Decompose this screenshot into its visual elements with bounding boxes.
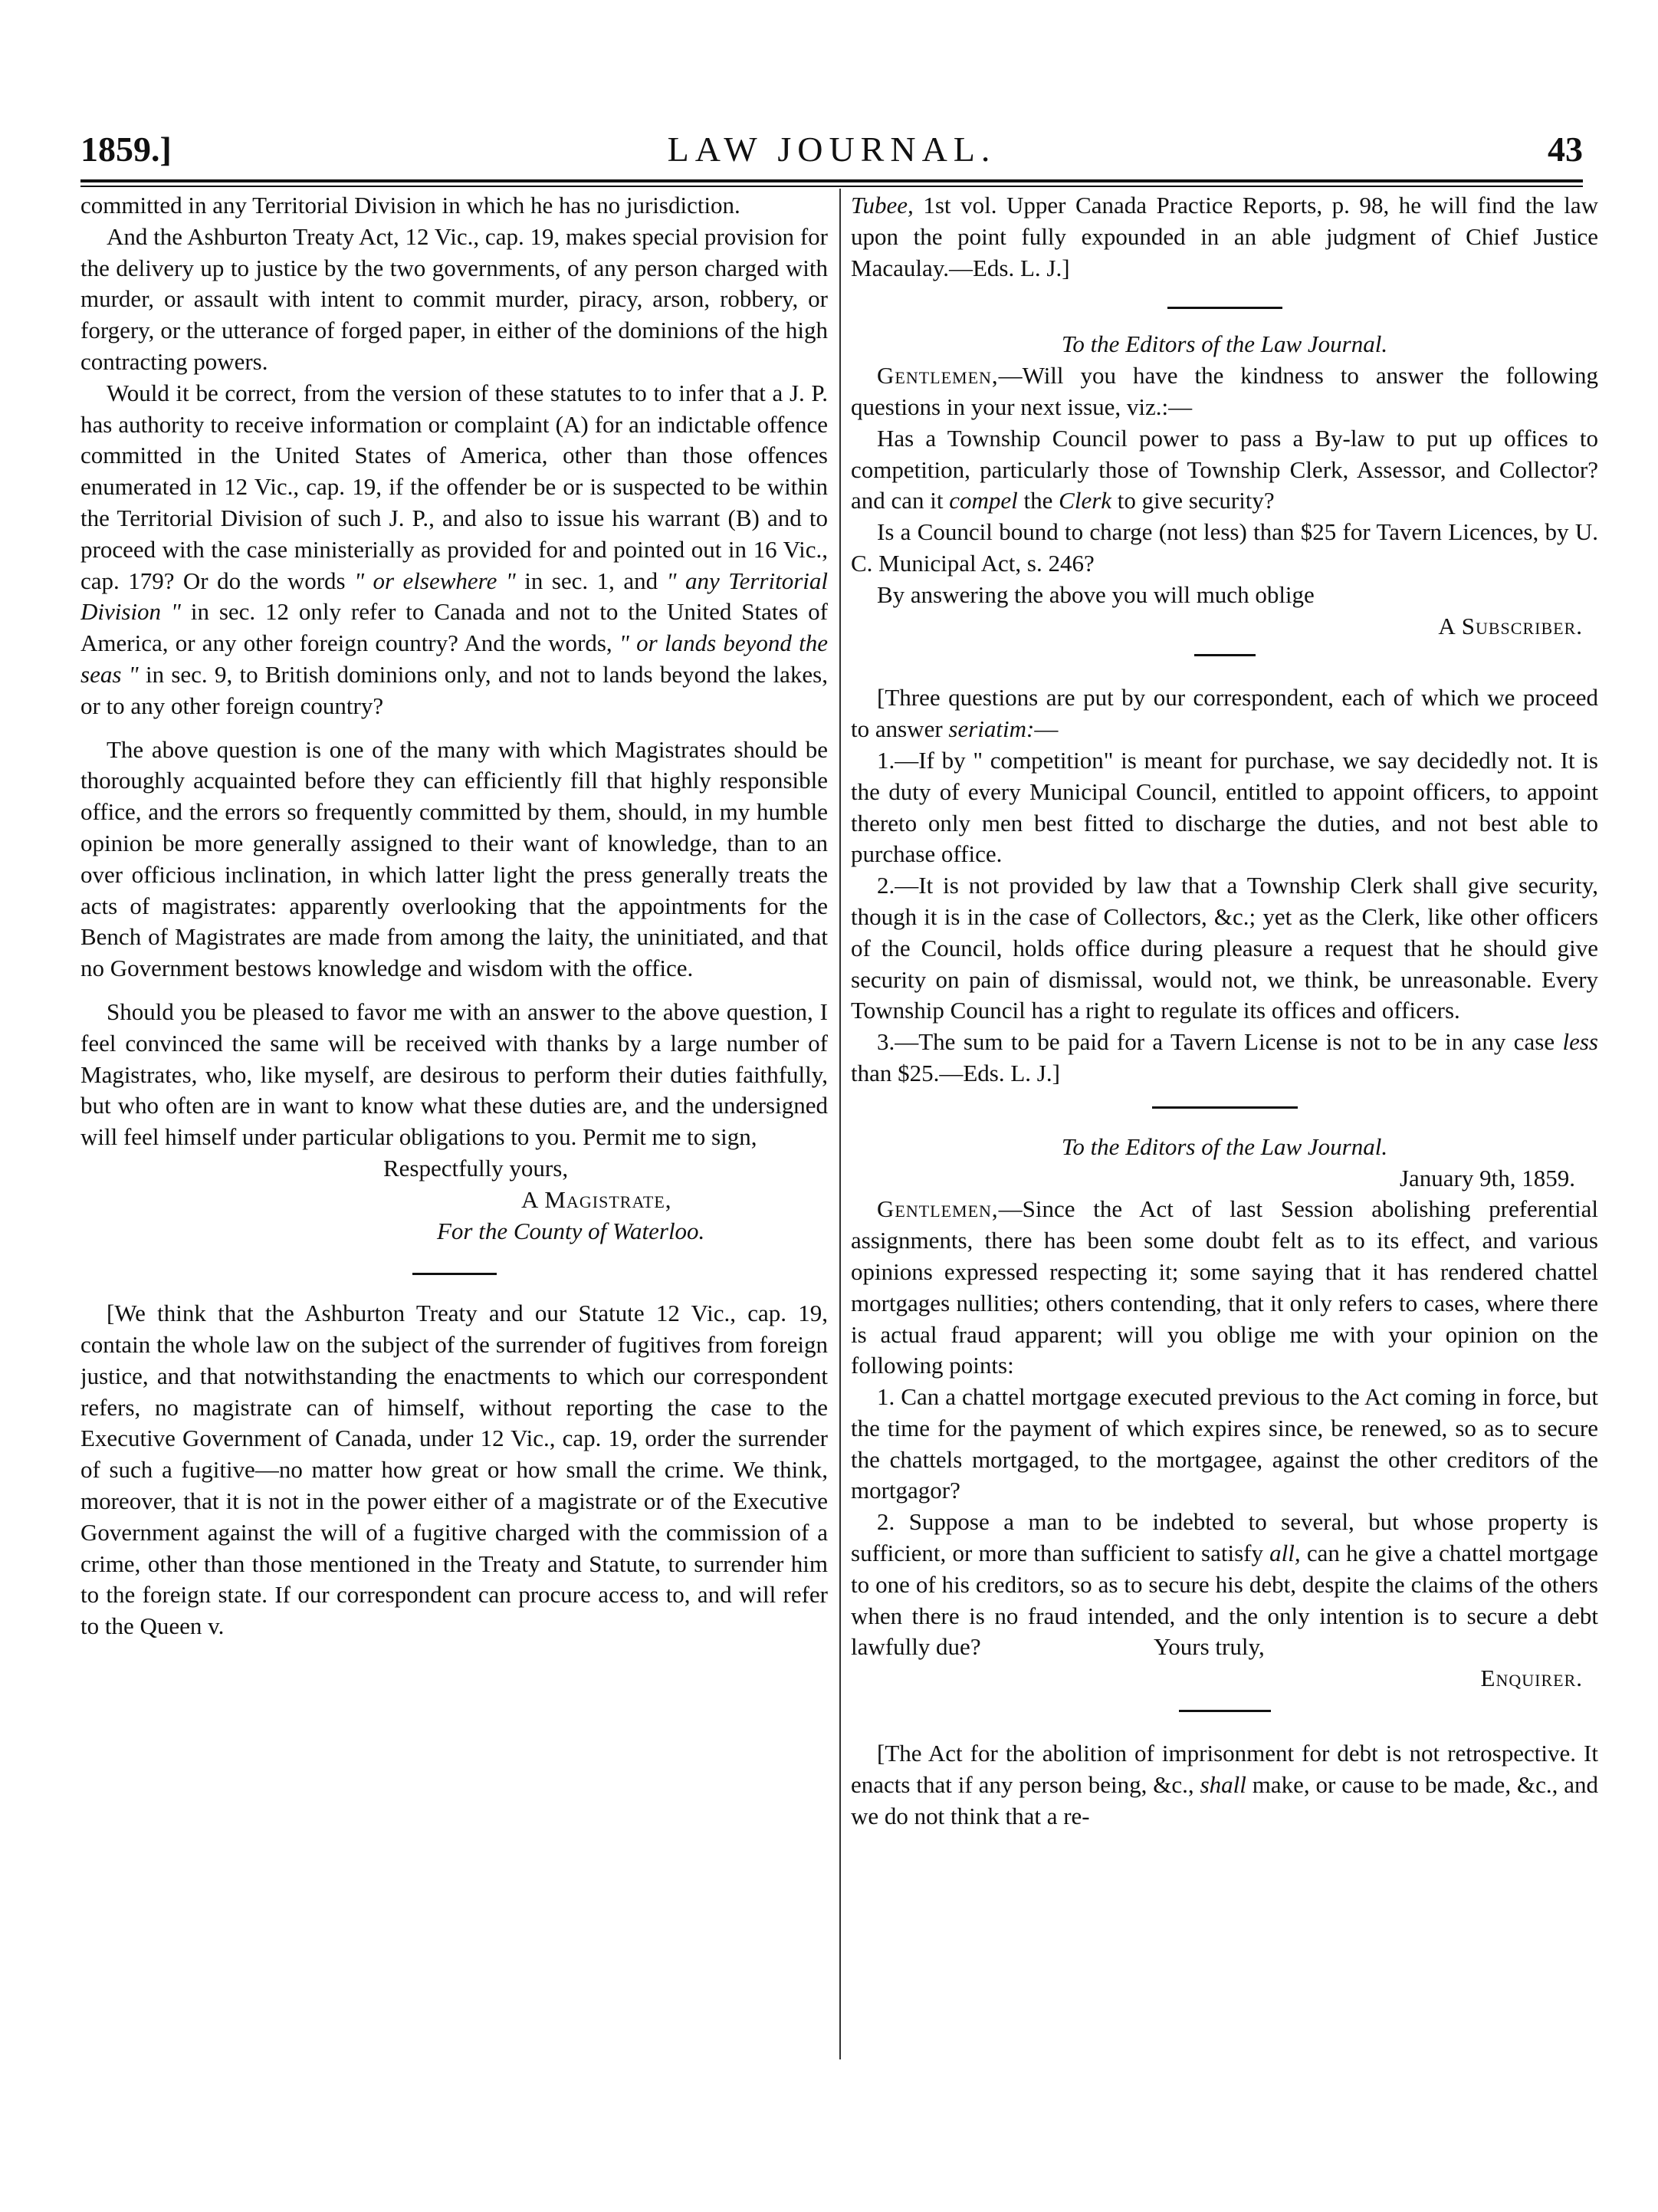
left-p3-text-a: Would it be correct, from the version of these statutes to to infer that a J. P. has authority to receive information or complaint (A) for an indictable offence committed in the United States of America, other than those offences enumerated in 12 Vic., cap. 19, if the offender be or is suspected to be within the Territorial Division of such J. P., and also to issue his warrant (B) and to proceed with the case ministerially as provided for and pointed out in 16 Vic., cap. 179? Or do the words xyxy=(80,379,828,594)
letter-1-p2-text-c: to give security? xyxy=(1111,487,1275,514)
letter-1-paragraph-3: Is a Council bound to charge (not less) than $25 for Tavern Licences, by U. C. Municipal Act, s. 246? xyxy=(851,518,1598,577)
letter-1-paragraph-4: By answering the above you will much oblige xyxy=(877,580,1315,608)
header-year: 1859.] xyxy=(80,130,172,169)
letter-2-closing: Yours truly, xyxy=(1154,1633,1265,1661)
column-divider xyxy=(839,189,841,2059)
section-divider xyxy=(412,1273,497,1275)
reply-1-paragraph-4 xyxy=(851,1027,1598,1090)
paragraph-gap xyxy=(80,722,828,735)
reply-2-p1-text-a: [The Act for the abolition of imprisonment for debt is not retrospective. It enacts that if any person being, &c., xyxy=(851,1740,1598,1798)
letter-2-p1-text: —Since the Act of last Session abolishing preferential assignments, there has been some doubt felt as to its effect, and various opinions expressed respecting it; some saying that it has rendered chattel mortgages nullities; others contending, that it only refers to cases, where there is actual fraud apparent; will you oblige me with your opinion on the following points: xyxy=(851,1195,1598,1379)
letter-1-signature: A Subscriber. xyxy=(1438,612,1583,639)
paragraph-gap xyxy=(80,984,828,997)
reply-1-p4-text-b: than $25.—Eds. L. J.] xyxy=(851,1059,1060,1086)
letter-2-salutation: Gentlemen, xyxy=(877,1195,999,1223)
page-header xyxy=(80,123,1583,176)
right-p1-text: 1st vol. Upper Canada Practice Reports, p. 98, he will find the law upon the point fully expounded in an able judgment of Chief Justice Macaulay.—Eds. L. J.] xyxy=(851,192,1598,281)
letter-1-salutation: Gentlemen, xyxy=(877,362,999,389)
right-column xyxy=(851,190,1598,2061)
reply-1-p1-text-a: [Three questions are put by our correspondent, each of which we proceed to answer xyxy=(851,684,1598,743)
letter-1-paragraph-1 xyxy=(851,360,1598,423)
letter-2-date: January 9th, 1859. xyxy=(1399,1164,1575,1191)
header-rule-thin xyxy=(80,186,1583,187)
reply-1-p4-emphasis: less xyxy=(1562,1028,1598,1056)
left-closing: Respectfully yours, xyxy=(383,1154,569,1182)
letter-1-p2-text-b: the xyxy=(1017,487,1059,514)
letter-2-paragraph-2: 1. Can a chattel mortgage executed previous to the Act coming in force, but the time for the payment of which expires since, be renewed, so as to secure the chattels mortgaged, to the mortgagee, against the other creditors of the mortgagor? xyxy=(851,1383,1598,1504)
letter-1-paragraph-2 xyxy=(851,423,1598,517)
letter-1-p1-text: —Will you have the kindness to answer the following questions in your next issue, viz.:— xyxy=(851,362,1598,420)
left-editor-reply: [We think that the Ashburton Treaty and our Statute 12 Vic., cap. 19, contain the whole law on the subject of the surrender of fugitives from foreign justice, and that notwithstanding the enactments to which our correspondent refers, no magistrate can of himself, without reporting the case to the Executive Government of Canada, under 12 Vic., cap. 19, order the surrender of such a fugitive—no matter how great or how small the crime. We think, moreover, that it is not in the power either of a magistrate or of the Executive Government against the will of a fugitive charged with the commission of a crime, other than those mentioned in the Treaty and Statute, to surrender him to the foreign state. If our correspondent can procure access to, and will refer to the Queen v. xyxy=(80,1300,828,1640)
header-rule-thick xyxy=(80,179,1583,182)
letter-2-p3-text-b: can he give a chattel mortgage to one of his creditors, so as to secure his debt, despite the claims of the others when there is no fraud intended, and the only intention is to secure a debt lawfully due? xyxy=(851,1540,1598,1661)
section-divider xyxy=(1194,654,1256,656)
letter-2-p3-emphasis: all, xyxy=(1269,1540,1301,1567)
letter-2-p3-text-a: 2. Suppose a man to be indebted to several, but whose property is sufficient, or more than sufficient to satisfy xyxy=(851,1508,1598,1567)
left-signature: A Magistrate, xyxy=(521,1185,672,1213)
header-title: LAW JOURNAL. xyxy=(667,130,996,169)
left-paragraph-2: And the Ashburton Treaty Act, 12 Vic., cap. 19, makes special provision for the delivery up to justice by the two governments, of any person charged with murder, or assault with intent to commit murder, piracy, arson, robbery, or forgery, or the utterance of forged paper, in either of the dominions of the high contracting powers. xyxy=(80,222,828,375)
reply-1-p1-emphasis: seriatim: xyxy=(948,715,1035,743)
left-p3-text-d: in sec. 9, to British dominions only, and not to lands beyond the lakes, or to any other foreign country? xyxy=(80,660,828,719)
right-paragraph-1 xyxy=(851,190,1598,284)
left-paragraph-1: committed in any Territorial Division in which he has no jurisdiction. xyxy=(80,192,740,219)
header-page-number: 43 xyxy=(1548,130,1583,169)
right-p1-emphasis: Tubee, xyxy=(851,192,914,219)
letter-1-p2-text-a: Has a Township Council power to pass a By-law to put up offices to competition, particularly those of Township Clerk, Assessor, and Collector? and can it xyxy=(851,424,1598,514)
reply-1-p4-text-a: 3.—The sum to be paid for a Tavern License is not to be in any case xyxy=(877,1028,1563,1056)
letter-1-p2-emphasis-1: compel xyxy=(949,487,1018,514)
left-p3-text-c: in sec. 12 only refer to Canada and not to the United States of America, or any other foreign country? And the words, xyxy=(80,598,828,657)
reply-2-paragraph-1 xyxy=(851,1738,1598,1832)
left-p3-emphasis-2: " any Territorial Division " xyxy=(80,567,828,626)
reply-1-paragraph-3: 2.—It is not provided by law that a Township Clerk shall give security, though it is in the case of Collectors, &c.; yet as the Clerk, like other officers of the Council, holds office during pleasure a request that he should give security on pain of dismissal, would not, we think, be unreasonable. Every Township Council has a right to regulate its offices and officers. xyxy=(851,872,1598,1024)
section-divider xyxy=(1152,1106,1298,1109)
left-column xyxy=(80,190,828,2061)
left-p3-emphasis-3: " or lands beyond the seas " xyxy=(80,629,828,688)
letter-2-signature: Enquirer. xyxy=(1480,1665,1583,1692)
reply-1-paragraph-2: 1.—If by " competition" is meant for purchase, we say decidedly not. It is the duty of every Municipal Council, entitled to appoint officers, to appoint thereto only men best fitted to discharge the duties, and not best able to purchase office. xyxy=(851,746,1598,868)
section-divider xyxy=(1179,1710,1271,1712)
left-paragraph-3 xyxy=(80,378,828,722)
reply-2-p1-emphasis: shall xyxy=(1200,1770,1246,1798)
letter-1-p2-emphasis-2: Clerk xyxy=(1059,487,1112,514)
letter-2-paragraph-1 xyxy=(851,1194,1598,1382)
left-paragraph-4: The above question is one of the many with which Magistrates should be thoroughly acquainted before they can efficiently fill that highly responsible office, and the errors so frequently committed by them, should, in my humble opinion be more generally assigned to their want of knowledge, than to an over officious inclination, in which latter light the press generally treats the acts of magistrates: apparently overlooking that the appointments for the Bench of Magistrates are made from among the laity, the uninitiated, and that no Government bestows knowledge and wisdom with the office. xyxy=(80,735,828,982)
left-p3-emphasis-1: " or elsewhere " xyxy=(354,567,516,594)
reply-1-p1-text-b: — xyxy=(1034,715,1059,743)
reply-1-paragraph-1 xyxy=(851,682,1598,745)
letter-2-heading: To the Editors of the Law Journal. xyxy=(1061,1132,1388,1160)
letter-1-heading: To the Editors of the Law Journal. xyxy=(1061,330,1388,358)
section-divider xyxy=(1167,307,1282,309)
left-p3-text-b: in sec. 1, and xyxy=(515,567,667,594)
left-signature-place: For the County of Waterloo. xyxy=(437,1217,705,1244)
reply-2-p1-text-b: make, or cause to be made, &c., and we do not think that a re- xyxy=(851,1770,1598,1829)
left-paragraph-5: Should you be pleased to favor me with an answer to the above question, I feel convinced the same will be received with thanks by a large number of Magistrates, who, like myself, are desirous to perform their duties faithfully, but who often are in want to know what these duties are, and the undersigned will feel himself under particular obligations to you. Permit me to sign, xyxy=(80,998,828,1151)
